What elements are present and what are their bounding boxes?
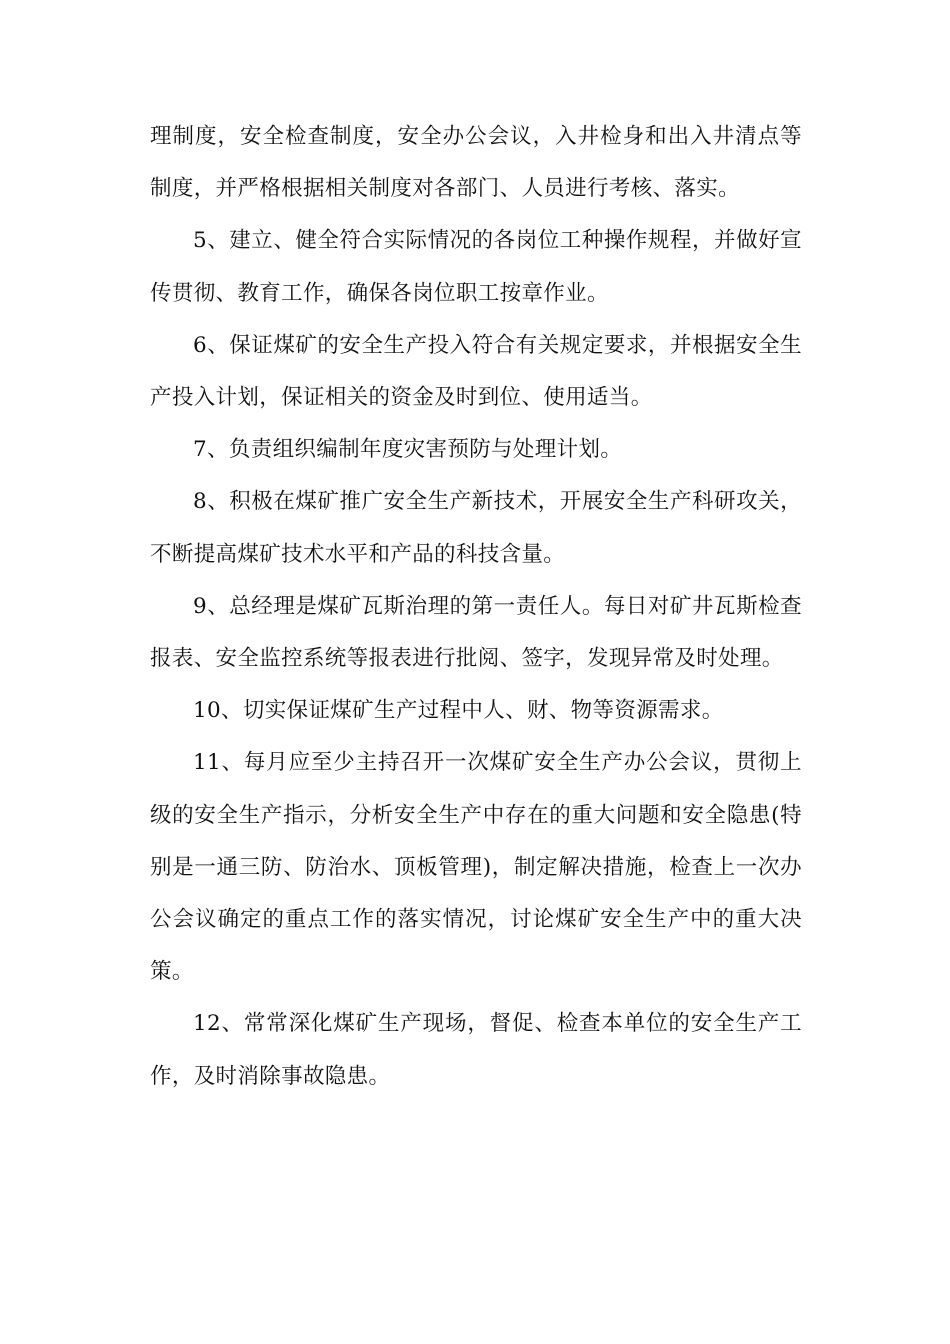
paragraph-item-9: 9、总经理是煤矿瓦斯治理的第一责任人。每日对矿井瓦斯检查报表、安全监控系统等报表进行批阅、签字，发现异常及时处理。 bbox=[150, 593, 802, 672]
paragraph-item-5: 5、建立、健全符合实际情况的各岗位工种操作规程，并做好宣传贯彻、教育工作，确保各岗位职工按章作业。 bbox=[150, 228, 802, 306]
paragraph-item-8: 8、积极在煤矿推广安全生产新技术，开展安全生产科研攻关，不断提高煤矿技术水平和产品的科技含量。 bbox=[150, 489, 802, 567]
paragraph-item-11: 11、每月应至少主持召开一次煤矿安全生产办公会议，贯彻上级的安全生产指示，分析安全生产中存在的重大问题和安全隐患(特别是一通三防、防治水、顶板管理)，制定解决措施，检查上一次办公会议确定的重点工作的落实情况，讨论煤矿安全生产中的重大决策。 bbox=[150, 750, 802, 985]
document-body bbox=[150, 111, 802, 1103]
paragraph-continuation: 理制度，安全检查制度，安全办公会议，入井检身和出入井清点等制度，并严格根据相关制度对各部门、人员进行考核、落实。 bbox=[150, 124, 802, 202]
paragraph-item-10: 10、切实保证煤矿生产过程中人、财、物等资源需求。 bbox=[193, 698, 724, 724]
paragraph-item-12: 12、常常深化煤矿生产现场，督促、检查本单位的安全生产工作，及时消除事故隐患。 bbox=[150, 1011, 802, 1089]
paragraph-item-6: 6、保证煤矿的安全生产投入符合有关规定要求，并根据安全生产投入计划，保证相关的资金及时到位、使用适当。 bbox=[150, 332, 802, 411]
paragraph-item-7: 7、负责组织编制年度灾害预防与处理计划。 bbox=[193, 437, 623, 463]
